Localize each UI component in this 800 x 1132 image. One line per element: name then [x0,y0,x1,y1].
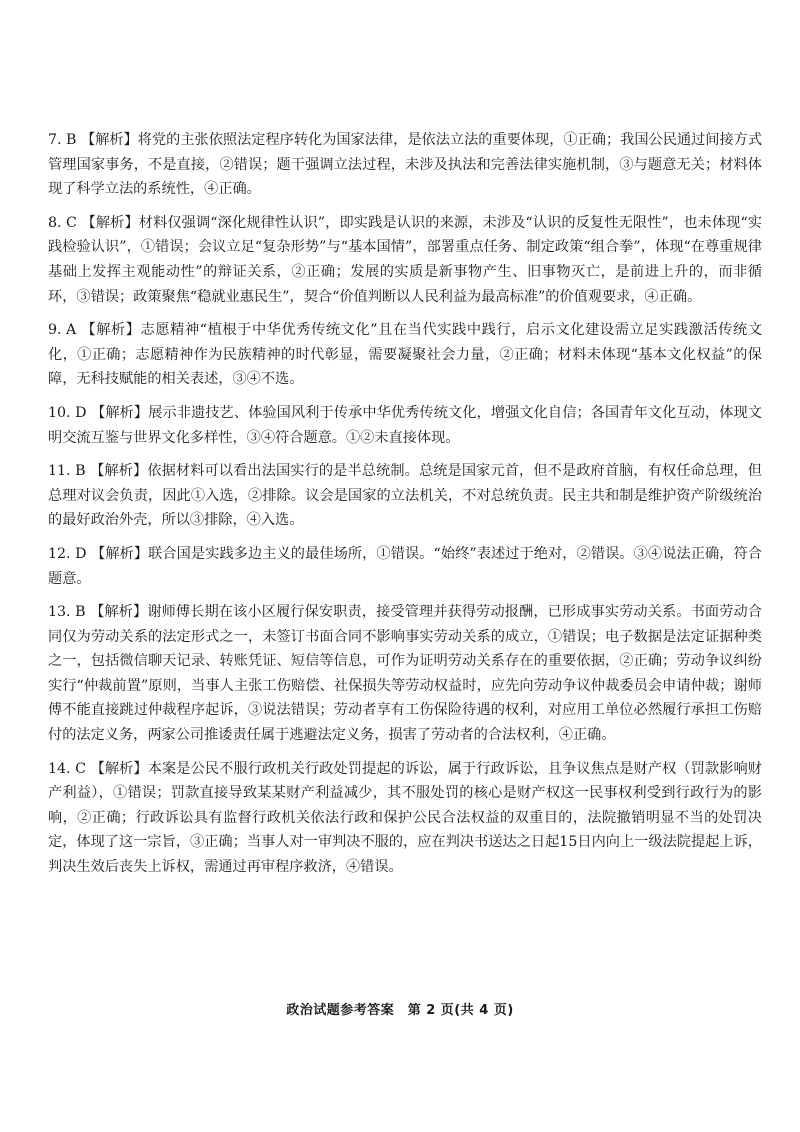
answer-text: 【解析】依据材料可以看出法国实行的是半总统制。总统是国家元首，但不是政府首脑，有权任命总理，但总理对议会负责，因此①入选，②排除。议会是国家的立法机关，不对总统负责。民主共和制是维护资产阶级统治的最好政治外壳，所以③排除，④入选。 [48,463,762,529]
answer-text: 【解析】联合国是实践多边主义的最佳场所，①错误。“始终”表述过于绝对，②错误。③④说法正确，符合题意。 [48,545,762,587]
answer-label: 7. B [48,132,77,148]
answer-item-13 [48,600,762,748]
answer-text: 【解析】展示非遗技艺、体验国风利于传承中华优秀传统文化，增强文化自信；各国青年文化互动，体现文明交流互鉴与世界文化多样性，③④符合题意。①②未直接体现。 [48,404,762,446]
answer-label: 9. A [48,322,77,339]
answer-label: 13. B [48,604,86,621]
answer-item-7 [48,128,762,202]
answer-item-8 [48,211,762,309]
answer-list [48,128,762,889]
answer-label: 11. B [48,463,86,480]
answer-text: 【解析】材料仅强调“深化规律性认识”，即实践是认识的来源，未涉及“认识的反复性无限性”，也未体现“实践检验认识”，①错误；会议立足“复杂形势”与“基本国情”，部署重点任务、制定政策“组合拳”，体现“在尊重规律基础上发挥主观能动性”的辩证关系，②正确；发展的实质是新事物产生、旧事物灭亡，是前进上升的，而非循环，③错误；政策聚焦“稳就业惠民生”，契合“价值判断以人民利益为最高标准”的价值观要求，④正确。 [48,214,762,305]
answer-text: 【解析】谢师傅长期在该小区履行保安职责，接受管理并获得劳动报酬，已形成事实劳动关系。书面劳动合同仅为劳动关系的法定形式之一，未签订书面合同不影响事实劳动关系的成立，①错误；电子数据是法定证据种类之一，包括微信聊天记录、转账凭证、短信等信息，可作为证明劳动关系存在的重要依据，②正确；劳动争议纠纷实行“仲裁前置”原则，当事人主张工伤赔偿、社保损失等劳动权益时，应先向劳动争议仲裁委员会申请仲裁；谢师傅不能直接跳过仲裁程序起诉，③说法错误；劳动者享有工伤保险待遇的权利，对应用工单位必然履行承担工伤赔付的法定义务，两家公司推诿责任属于逃避法定义务，损害了劳动者的合法权利，④正确。 [48,604,762,744]
answer-item-14 [48,757,762,880]
answer-text: 【解析】本案是公民不服行政机关行政处罚提起的诉讼，属于行政诉讼，且争议焦点是财产权（罚款影响财产利益），①错误；罚款直接导致某某财产利益减少，其不服处罚的核心是财产权这一民事权利受到行政行为的影响，②正确；行政诉讼具有监督行政机关依法行政和保护公民合法权益的双重目的，法院撤销明显不当的处罚决定，体现了这一宗旨，③正确；当事人对一审判决不服的，应在判决书送达之日起15日内向上一级法院提起上诉，判决生效后丧失上诉权，需通过再审程序救济，④错误。 [48,760,762,876]
answer-label: 14. C [48,760,86,777]
answer-item-11 [48,459,762,533]
page-footer: 政治试题参考答案 第 2 页(共 4 页) [286,1003,514,1018]
answer-text: 【解析】志愿精神“植根于中华优秀传统文化”且在当代实践中践行，启示文化建设需立足实践激活传统文化，①正确；志愿精神作为民族精神的时代彰显，需要凝聚社会力量，②正确；材料未体现“基本文化权益”的保障，无科技赋能的相关表述，③④不选。 [48,322,763,388]
answer-text: 【解析】将党的主张依照法定程序转化为国家法律，是依法立法的重要体现，①正确；我国公民通过间接方式管理国家事务，不是直接，②错误；题干强调立法过程，未涉及执法和完善法律实施机制，③与题意无关；材料体现了科学立法的系统性，④正确。 [48,132,763,198]
answer-item-12 [48,542,762,591]
answer-label: 12. D [48,545,87,562]
answer-item-9 [48,318,762,392]
answer-label: 8. C [48,214,77,231]
answer-item-10 [48,401,762,450]
answer-label: 10. D [48,404,87,421]
